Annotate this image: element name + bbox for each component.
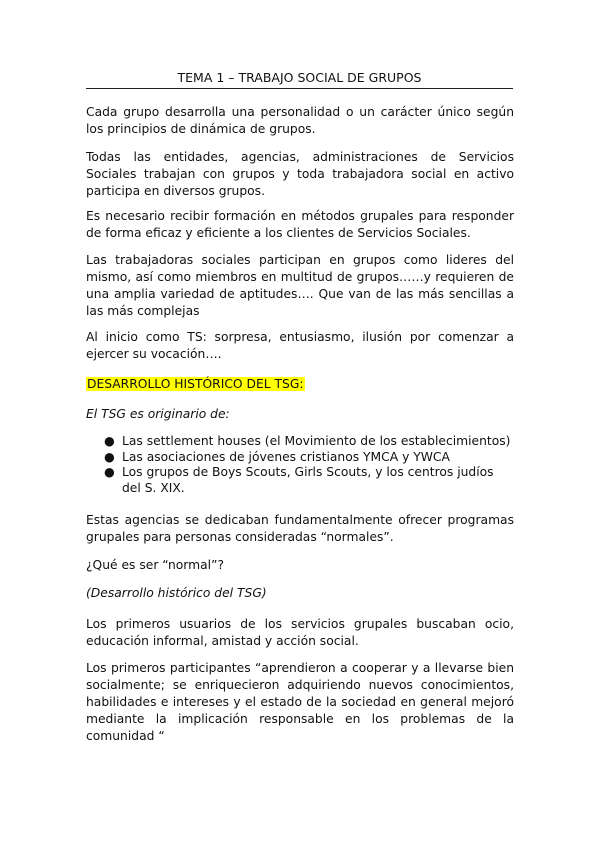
subheading: (Desarrollo histórico del TSG) [86, 586, 267, 600]
page-title: TEMA 1 – TRABAJO SOCIAL DE GRUPOS [86, 70, 513, 89]
section-heading-text: DESARROLLO HISTÓRICO DEL TSG: [87, 377, 304, 391]
list-item-text: Las asociaciones de jóvenes cristianos YMCA y YWCA [122, 449, 450, 464]
paragraph-3: Es necesario recibir formación en métodos grupales para responder de forma eficaz y eficiente a los clientes de Servicios Sociales. [86, 209, 514, 240]
bullet-icon: ● [104, 434, 115, 448]
bullet-icon: ● [104, 465, 115, 479]
list-item [86, 450, 514, 466]
question-line: ¿Qué es ser “normal”? [86, 558, 224, 572]
bullet-icon: ● [104, 449, 115, 464]
list-item [86, 465, 514, 496]
paragraph-2: Todas las entidades, agencias, administraciones de Servicios Sociales trabajan con grupos y toda trabajadora social en activo participa en diversos grupos. [86, 150, 514, 198]
origin-line: El TSG es originario de: [86, 407, 230, 421]
list-item [86, 434, 514, 450]
paragraph-6: Estas agencias se dedicaban fundamentalmente ofrecer programas grupales para personas consideradas “normales”. [86, 513, 514, 544]
paragraph-7: Los primeros usuarios de los servicios grupales buscaban ocio, educación informal, amistad y acción social. [86, 617, 514, 648]
list-item-text: Las settlement houses (el Movimiento de los establecimientos) [122, 434, 511, 448]
list-item-text: Los grupos de Boys Scouts, Girls Scouts, y los centros judíos del S. XIX. [122, 465, 494, 495]
paragraph-8: Los primeros participantes “aprendieron a cooperar y a llevarse bien socialmente; se enriquecieron adquiriendo nuevos conocimientos, habilidades e intereses y el estado de la sociedad en general mejoró mediante la implicación responsable en los problemas de la comunidad “ [86, 661, 514, 743]
section-heading [86, 376, 514, 393]
paragraph-5: Al inicio como TS: sorpresa, entusiasmo, ilusión por comenzar a ejercer su vocación…. [86, 330, 514, 361]
paragraph-4: Las trabajadoras sociales participan en grupos como lideres del mismo, así como miembros en multitud de grupos……y requieren de una amplia variedad de aptitudes…. Que van de las más sencillas a las más complejas [86, 253, 514, 318]
paragraph-1: Cada grupo desarrolla una personalidad o un carácter único según los principios de dinámica de grupos. [86, 105, 514, 136]
origin-list [86, 434, 514, 496]
